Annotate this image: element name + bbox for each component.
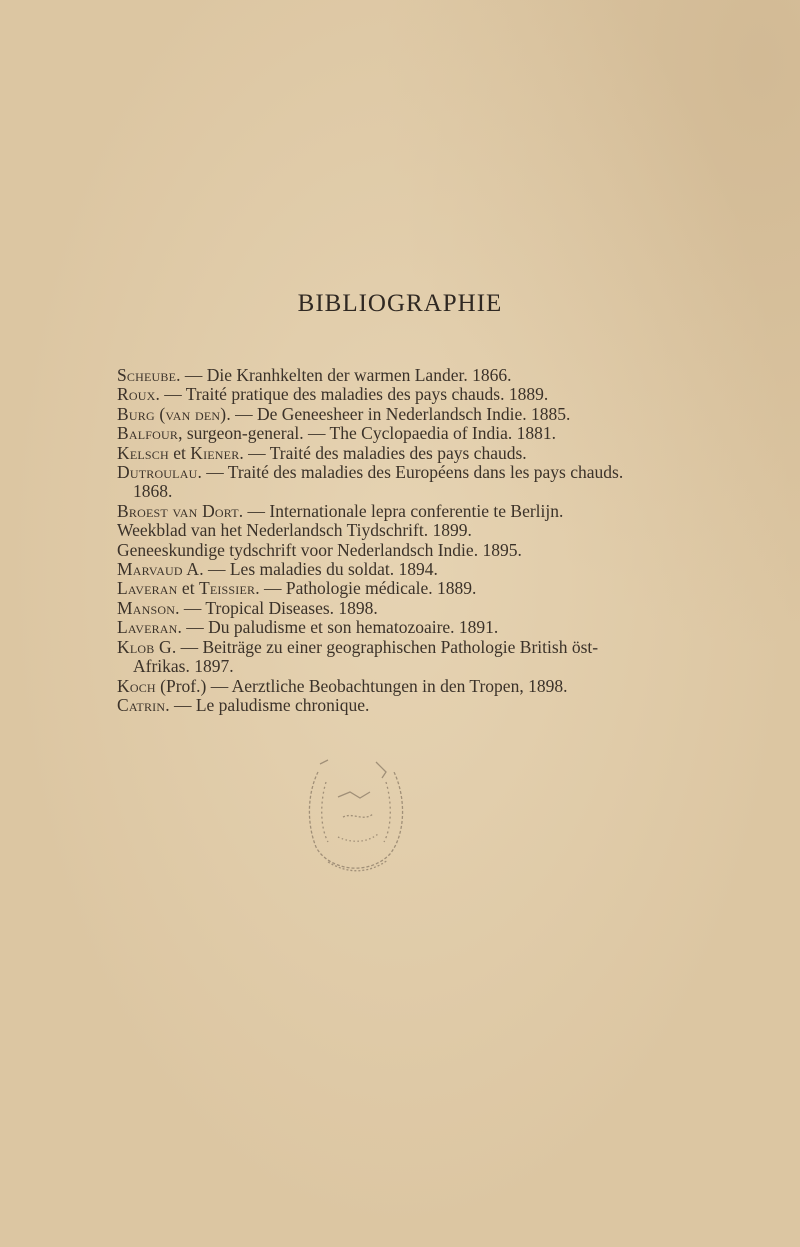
entry-author: Manson <box>117 597 176 618</box>
entry-text: , surgeon-general. — The Cyclopaedia of India. 1881. <box>178 423 557 444</box>
entry-text: . — Internationale lepra conferentie te Berlijn. <box>238 500 564 521</box>
entry-text: . — Pathologie médicale. 1889. <box>255 578 477 599</box>
page-title: BIBLIOGRAPHIE <box>297 290 503 317</box>
entry-text: . — Traité des maladies des pays chauds. <box>239 442 527 463</box>
entry-text: . — Du paludisme et son hematozoaire. 1891. <box>177 617 499 638</box>
library-stamp-icon <box>298 742 410 882</box>
bibliography-entry <box>117 560 637 579</box>
bibliography-entry <box>117 638 637 677</box>
entry-text: . — Les maladies du soldat. 1894. <box>199 559 438 580</box>
entry-author: Marvaud A <box>117 559 200 580</box>
bibliography-list <box>117 366 637 715</box>
bibliography-entry <box>117 463 637 502</box>
entry-text: . — Le paludisme chronique. <box>165 694 370 715</box>
entry-author: Klob G <box>117 636 172 657</box>
entry-author: Teissier <box>198 578 256 599</box>
entry-author: Kelsch <box>117 442 169 463</box>
entry-author: Roux <box>117 384 156 405</box>
bibliography-entry <box>117 618 637 637</box>
entry-text: Weekblad van het Nederlandsch Tiydschrift. 1899. <box>117 520 472 541</box>
entry-text: . — Tropical Diseases. 1898. <box>175 597 378 618</box>
entry-text: . — Beiträge zu einer geographischen Pathologie British öst-Afrikas. 1897. <box>133 636 599 677</box>
bibliography-entry <box>117 502 637 521</box>
bibliography-entry <box>117 424 637 443</box>
entry-text: et <box>168 442 191 463</box>
bibliography-entry <box>117 541 637 560</box>
entry-author: Broest van Dort <box>117 500 239 521</box>
entry-text: . — Die Kranhkelten der warmen Lander. 1866. <box>176 365 512 385</box>
entry-text: Geneeskundige tydschrift voor Nederlandsch Indie. 1895. <box>117 539 522 560</box>
entry-text: (Prof.) — Aerztliche Beobachtungen in den Tropen, 1898. <box>155 675 568 696</box>
entry-author: Burg (van den) <box>117 403 227 424</box>
entry-author: Scheube <box>117 365 177 385</box>
bibliography-entry <box>117 579 637 598</box>
bibliography-entry <box>117 385 637 404</box>
bibliography-entry <box>117 599 637 618</box>
entry-text: . — De Geneesheer in Nederlandsch Indie. 1885. <box>226 403 571 424</box>
bibliography-entry <box>117 696 637 715</box>
entry-author: Balfour <box>117 423 179 444</box>
entry-text: . — Traité pratique des maladies des pays chauds. 1889. <box>155 384 549 405</box>
entry-author: Dutroulau <box>117 462 198 483</box>
bibliography-entry <box>117 444 637 463</box>
entry-text: . — Traité des maladies des Européens dans les pays chauds. 1868. <box>133 462 624 502</box>
bibliography-entry <box>117 521 637 540</box>
bibliography-entry <box>117 677 637 696</box>
entry-author: Koch <box>117 675 156 696</box>
entry-author: Kiener <box>190 442 240 463</box>
entry-text: et <box>177 578 199 599</box>
entry-author: Catrin <box>117 694 166 715</box>
entry-author: Laveran <box>117 617 178 638</box>
entry-author: Laveran <box>117 578 178 599</box>
bibliography-entry <box>117 405 637 424</box>
bibliography-entry <box>117 366 637 385</box>
